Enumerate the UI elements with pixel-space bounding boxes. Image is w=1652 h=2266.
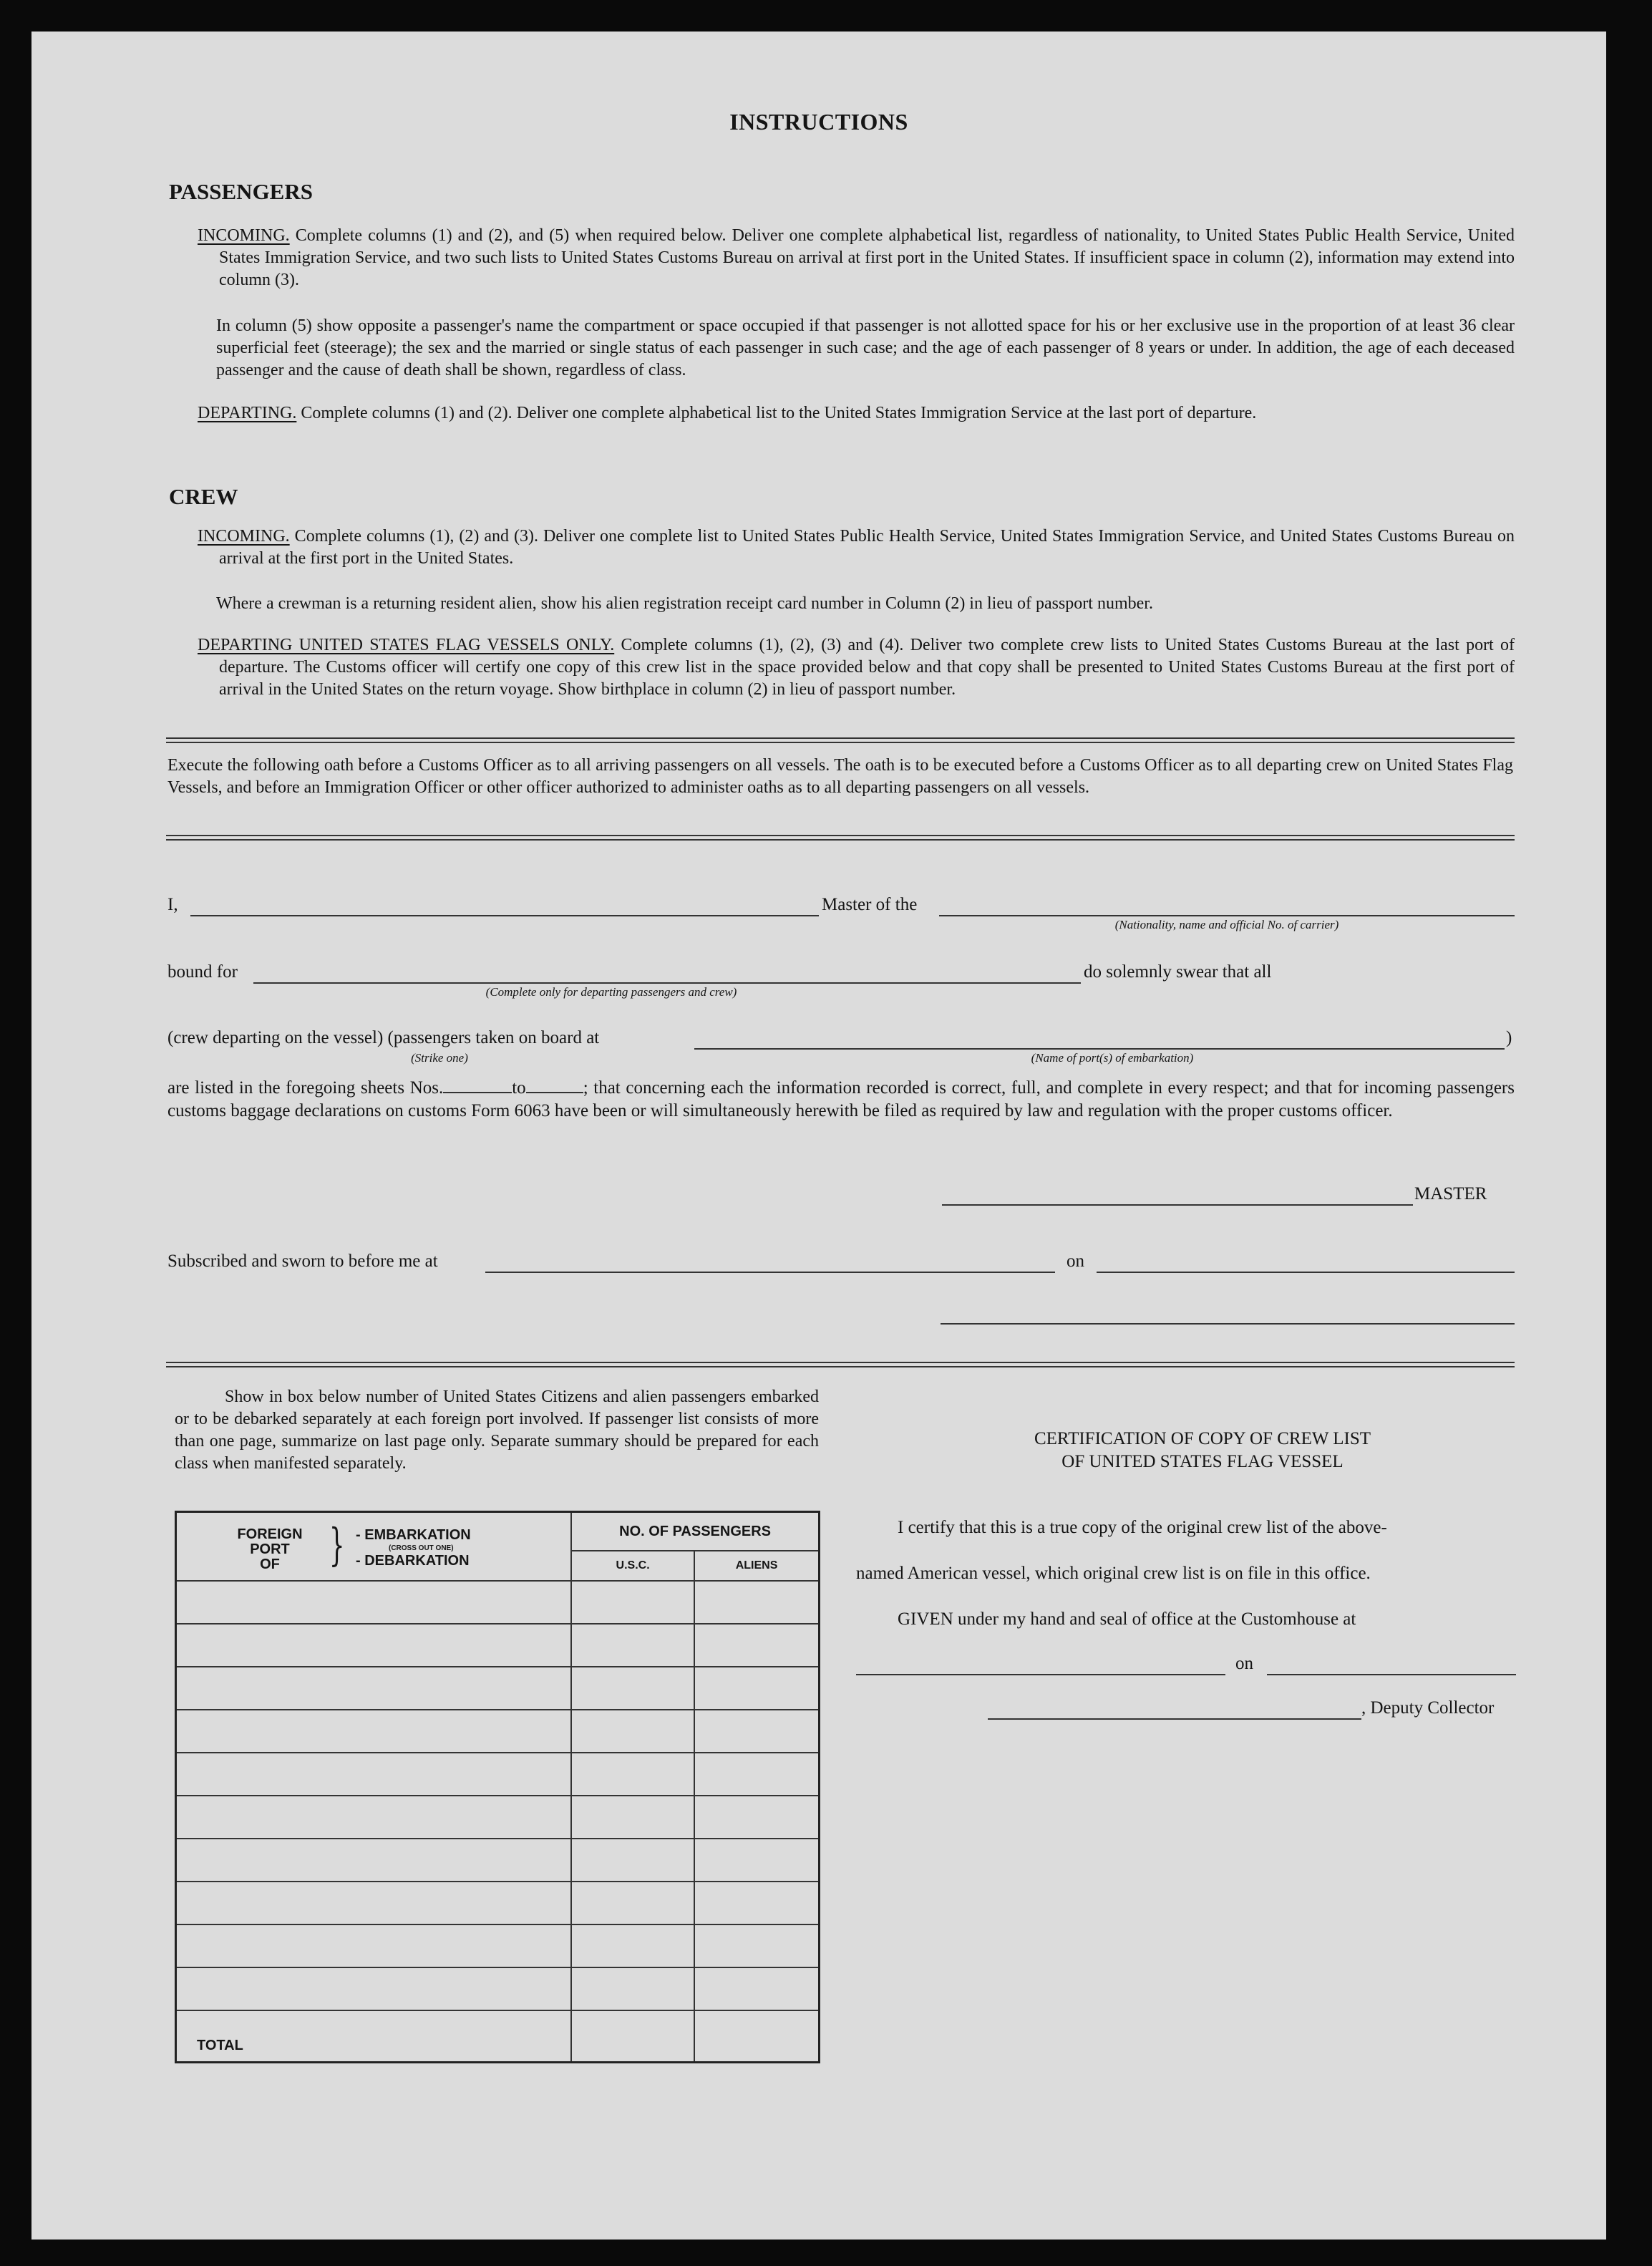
- crew-departing-text: Complete columns (1), (2), (3) and (4). Deliver two complete crew lists to United States Customs Bureau at the last port of departure. The Customs officer will certify one copy of this crew list in the space provided below and that copy shall be presented to United States Customs Bureau at the first port of arrival in the United States on the return voyage. Show birthplace in column (2) in lieu of passport number.: [219, 636, 1515, 699]
- aliens-cell[interactable]: [694, 1581, 819, 1624]
- usc-cell[interactable]: [571, 1839, 694, 1882]
- sworn-date-field[interactable]: [1097, 1272, 1515, 1273]
- passengers-header: NO. OF PASSENGERS: [619, 1523, 772, 1539]
- deputy-collector-signature-field[interactable]: [988, 1718, 1361, 1720]
- aliens-cell[interactable]: [694, 1924, 819, 1967]
- total-label-cell: [176, 2010, 572, 2063]
- port-cell[interactable]: [176, 1967, 572, 2010]
- listed-text-a: are listed in the foregoing sheets Nos.: [167, 1078, 444, 1098]
- certification-on-label: on: [1235, 1654, 1253, 1673]
- master-label: MASTER: [1414, 1184, 1487, 1204]
- usc-cell[interactable]: [571, 1796, 694, 1839]
- table-row: [176, 1924, 820, 1967]
- cross-out-note: (CROSS OUT ONE): [389, 1544, 454, 1552]
- sworn-on-label: on: [1066, 1251, 1084, 1271]
- listed-to-label: to: [512, 1078, 526, 1098]
- divider: [166, 835, 1515, 841]
- crew-departing-label: DEPARTING UNITED STATES FLAG VESSELS ONLY.: [198, 636, 615, 654]
- total-row: [176, 2010, 820, 2063]
- departing-caption: (Complete only for departing passengers and crew): [485, 985, 737, 999]
- usc-header: U.S.C.: [616, 1559, 650, 1572]
- table-row: [176, 1710, 820, 1753]
- aliens-header: ALIENS: [735, 1559, 778, 1572]
- bound-for-field[interactable]: [253, 982, 1081, 984]
- passenger-summary-table: [175, 1511, 820, 2063]
- passengers-incoming-text: Complete columns (1) and (2), and (5) when required below. Deliver one complete alphabetical list, regardless of nationality, to United States Public Health Service, United States Immigration Service, and two such lists to United States Customs Bureau on arrival at first port in the United States. If insufficient space in column (2), information may extend into column (3).: [219, 226, 1515, 289]
- table-row: [176, 1753, 820, 1796]
- aliens-cell[interactable]: [694, 1624, 819, 1667]
- listed-paragraph: [167, 1077, 1515, 1123]
- passengers-departing-text: Complete columns (1) and (2). Deliver one complete alphabetical list to the United States Immigration Service at the last port of departure.: [296, 404, 1257, 422]
- carrier-caption: (Nationality, name and official No. of carrier): [1114, 918, 1339, 931]
- port-cell[interactable]: [176, 1667, 572, 1710]
- crew-incoming-paragraph: [198, 526, 1515, 570]
- port-header-label: [220, 1527, 320, 1572]
- master-of-the-label: Master of the: [822, 895, 918, 914]
- divider: [166, 737, 1515, 743]
- aliens-total-cell[interactable]: [694, 2010, 819, 2063]
- passengers-departing-label: DEPARTING.: [198, 404, 297, 422]
- passengers-departing-paragraph: [198, 402, 1515, 425]
- port-header-line-3: OF: [260, 1556, 280, 1572]
- bound-for-label: bound for: [167, 962, 238, 982]
- divider: [166, 1362, 1515, 1367]
- aliens-cell[interactable]: [694, 1882, 819, 1924]
- crew-resident-paragraph: Where a crewman is a returning resident alien, show his alien registration receipt card number in Column (2) in lieu of passport number.: [216, 594, 1153, 613]
- usc-cell[interactable]: [571, 1667, 694, 1710]
- close-paren: ): [1506, 1028, 1512, 1047]
- master-signature-field[interactable]: [942, 1204, 1413, 1206]
- table-row: [176, 1624, 820, 1667]
- usc-cell[interactable]: [571, 1967, 694, 2010]
- table-row: [176, 1796, 820, 1839]
- usc-cell[interactable]: [571, 1624, 694, 1667]
- port-cell[interactable]: [176, 1839, 572, 1882]
- passengers-header-cell: [571, 1512, 819, 1551]
- subscribed-label: Subscribed and sworn to before me at: [167, 1251, 438, 1271]
- port-cell[interactable]: [176, 1624, 572, 1667]
- oath-intro: Execute the following oath before a Customs Officer as to all arriving passengers on all vessels. The oath is to be executed before a Customs Officer as to all departing crew on United States Flag Vessels, and before an Immigration Officer or other officer authorized to administer oaths as to all departing passengers on all vessels.: [167, 756, 1513, 797]
- usc-header-cell: [571, 1551, 694, 1581]
- usc-cell[interactable]: [571, 1924, 694, 1967]
- certification-date-field[interactable]: [1267, 1674, 1516, 1675]
- form-page: [31, 32, 1606, 2240]
- customhouse-field[interactable]: [856, 1674, 1225, 1675]
- port-cell[interactable]: [176, 1581, 572, 1624]
- aliens-cell[interactable]: [694, 1967, 819, 2010]
- total-label: TOTAL: [197, 2038, 243, 2053]
- crew-heading: CREW: [169, 484, 238, 509]
- table-row: [176, 1882, 820, 1924]
- port-cell[interactable]: [176, 1882, 572, 1924]
- port-cell[interactable]: [176, 1924, 572, 1967]
- swear-text: do solemnly swear that all: [1084, 962, 1272, 982]
- carrier-field[interactable]: [939, 915, 1515, 916]
- aliens-header-cell: [694, 1551, 819, 1581]
- usc-cell[interactable]: [571, 1753, 694, 1796]
- table-row: [176, 1967, 820, 2010]
- certification-title-line-1: CERTIFICATION OF COPY OF CREW LIST: [1034, 1429, 1371, 1448]
- crew-departing-text: (crew departing on the vessel) (passengers taken on board at: [167, 1028, 600, 1047]
- instructions-title: INSTRUCTIONS: [729, 109, 908, 135]
- passengers-incoming-paragraph: [198, 225, 1515, 291]
- certify-line-1: I certify that this is a true copy of the original crew list of the above-: [898, 1518, 1387, 1537]
- officer-signature-field[interactable]: [941, 1323, 1515, 1325]
- listed-text-b: ; that concerning each the information recorded is correct, full, and complete in every respect; and that for incoming passengers customs baggage declarations on customs Form 6063 have been or will simultaneously herewith be filed as required by law and regulation with the proper customs officer.: [167, 1078, 1515, 1120]
- sworn-place-field[interactable]: [485, 1272, 1055, 1273]
- usc-cell[interactable]: [571, 1581, 694, 1624]
- table-row: [176, 1839, 820, 1882]
- curly-brace-icon: }: [329, 1519, 345, 1571]
- deputy-collector-label: , Deputy Collector: [1361, 1698, 1495, 1718]
- aliens-cell[interactable]: [694, 1839, 819, 1882]
- debarkation-label: - DEBARKATION: [356, 1553, 470, 1569]
- port-header-cell: [176, 1512, 572, 1582]
- usc-cell[interactable]: [571, 1710, 694, 1753]
- certification-title-line-2: OF UNITED STATES FLAG VESSEL: [1061, 1452, 1344, 1471]
- certification-title: [888, 1428, 1517, 1473]
- usc-cell[interactable]: [571, 1882, 694, 1924]
- sheet-from-field[interactable]: [443, 1078, 512, 1093]
- port-header-line-2: PORT: [250, 1541, 290, 1557]
- crew-incoming-text: Complete columns (1), (2) and (3). Deliver one complete list to United States Public Health Service, United States Immigration Service, and United States Customs Bureau on arrival at the first port in the United States.: [219, 527, 1515, 568]
- passengers-column5-paragraph: In column (5) show opposite a passenger's name the compartment or space occupied if that passenger is not allotted space for his or her exclusive use in the proportion of at least 36 clear superficial feet (steerage); the sex and the married or single status of each passenger in such case; and the age of each passenger of 8 years or under. In addition, the age of each deceased passenger and the cause of death shall be shown, regardless of class.: [216, 316, 1515, 379]
- strike-one-caption: (Strike one): [411, 1051, 468, 1065]
- aliens-cell[interactable]: [694, 1667, 819, 1710]
- crew-incoming-label: INCOMING.: [198, 527, 290, 546]
- aliens-cell[interactable]: [694, 1796, 819, 1839]
- usc-total-cell[interactable]: [571, 2010, 694, 2063]
- passengers-heading: PASSENGERS: [169, 179, 313, 204]
- certify-line-2: named American vessel, which original crew list is on file in this office.: [856, 1564, 1371, 1583]
- port-cell[interactable]: [176, 1753, 572, 1796]
- summary-intro: Show in box below number of United States Citizens and alien passengers embarked or to be debarked separately at each foreign port involved. If passenger list consists of more than one page, summarize on last page only. Separate summary should be prepared for each class when manifested separately.: [175, 1388, 819, 1473]
- table-row: [176, 1581, 820, 1624]
- crew-departing-paragraph: [198, 634, 1515, 701]
- aliens-cell[interactable]: [694, 1753, 819, 1796]
- embarkation-port-field[interactable]: [694, 1048, 1505, 1050]
- aliens-cell[interactable]: [694, 1710, 819, 1753]
- table-row: [176, 1667, 820, 1710]
- passengers-incoming-label: INCOMING.: [198, 226, 290, 245]
- oath-i-label: I,: [167, 895, 178, 914]
- port-caption: (Name of port(s) of embarkation): [1031, 1051, 1194, 1065]
- port-cell[interactable]: [176, 1796, 572, 1839]
- embarkation-label: - EMBARKATION: [356, 1527, 471, 1543]
- given-text: GIVEN under my hand and seal of office at the Customhouse at: [898, 1609, 1356, 1629]
- port-header-line-1: FOREIGN: [237, 1526, 303, 1542]
- sheet-to-field[interactable]: [526, 1078, 583, 1093]
- master-name-field[interactable]: [190, 915, 819, 916]
- port-cell[interactable]: [176, 1710, 572, 1753]
